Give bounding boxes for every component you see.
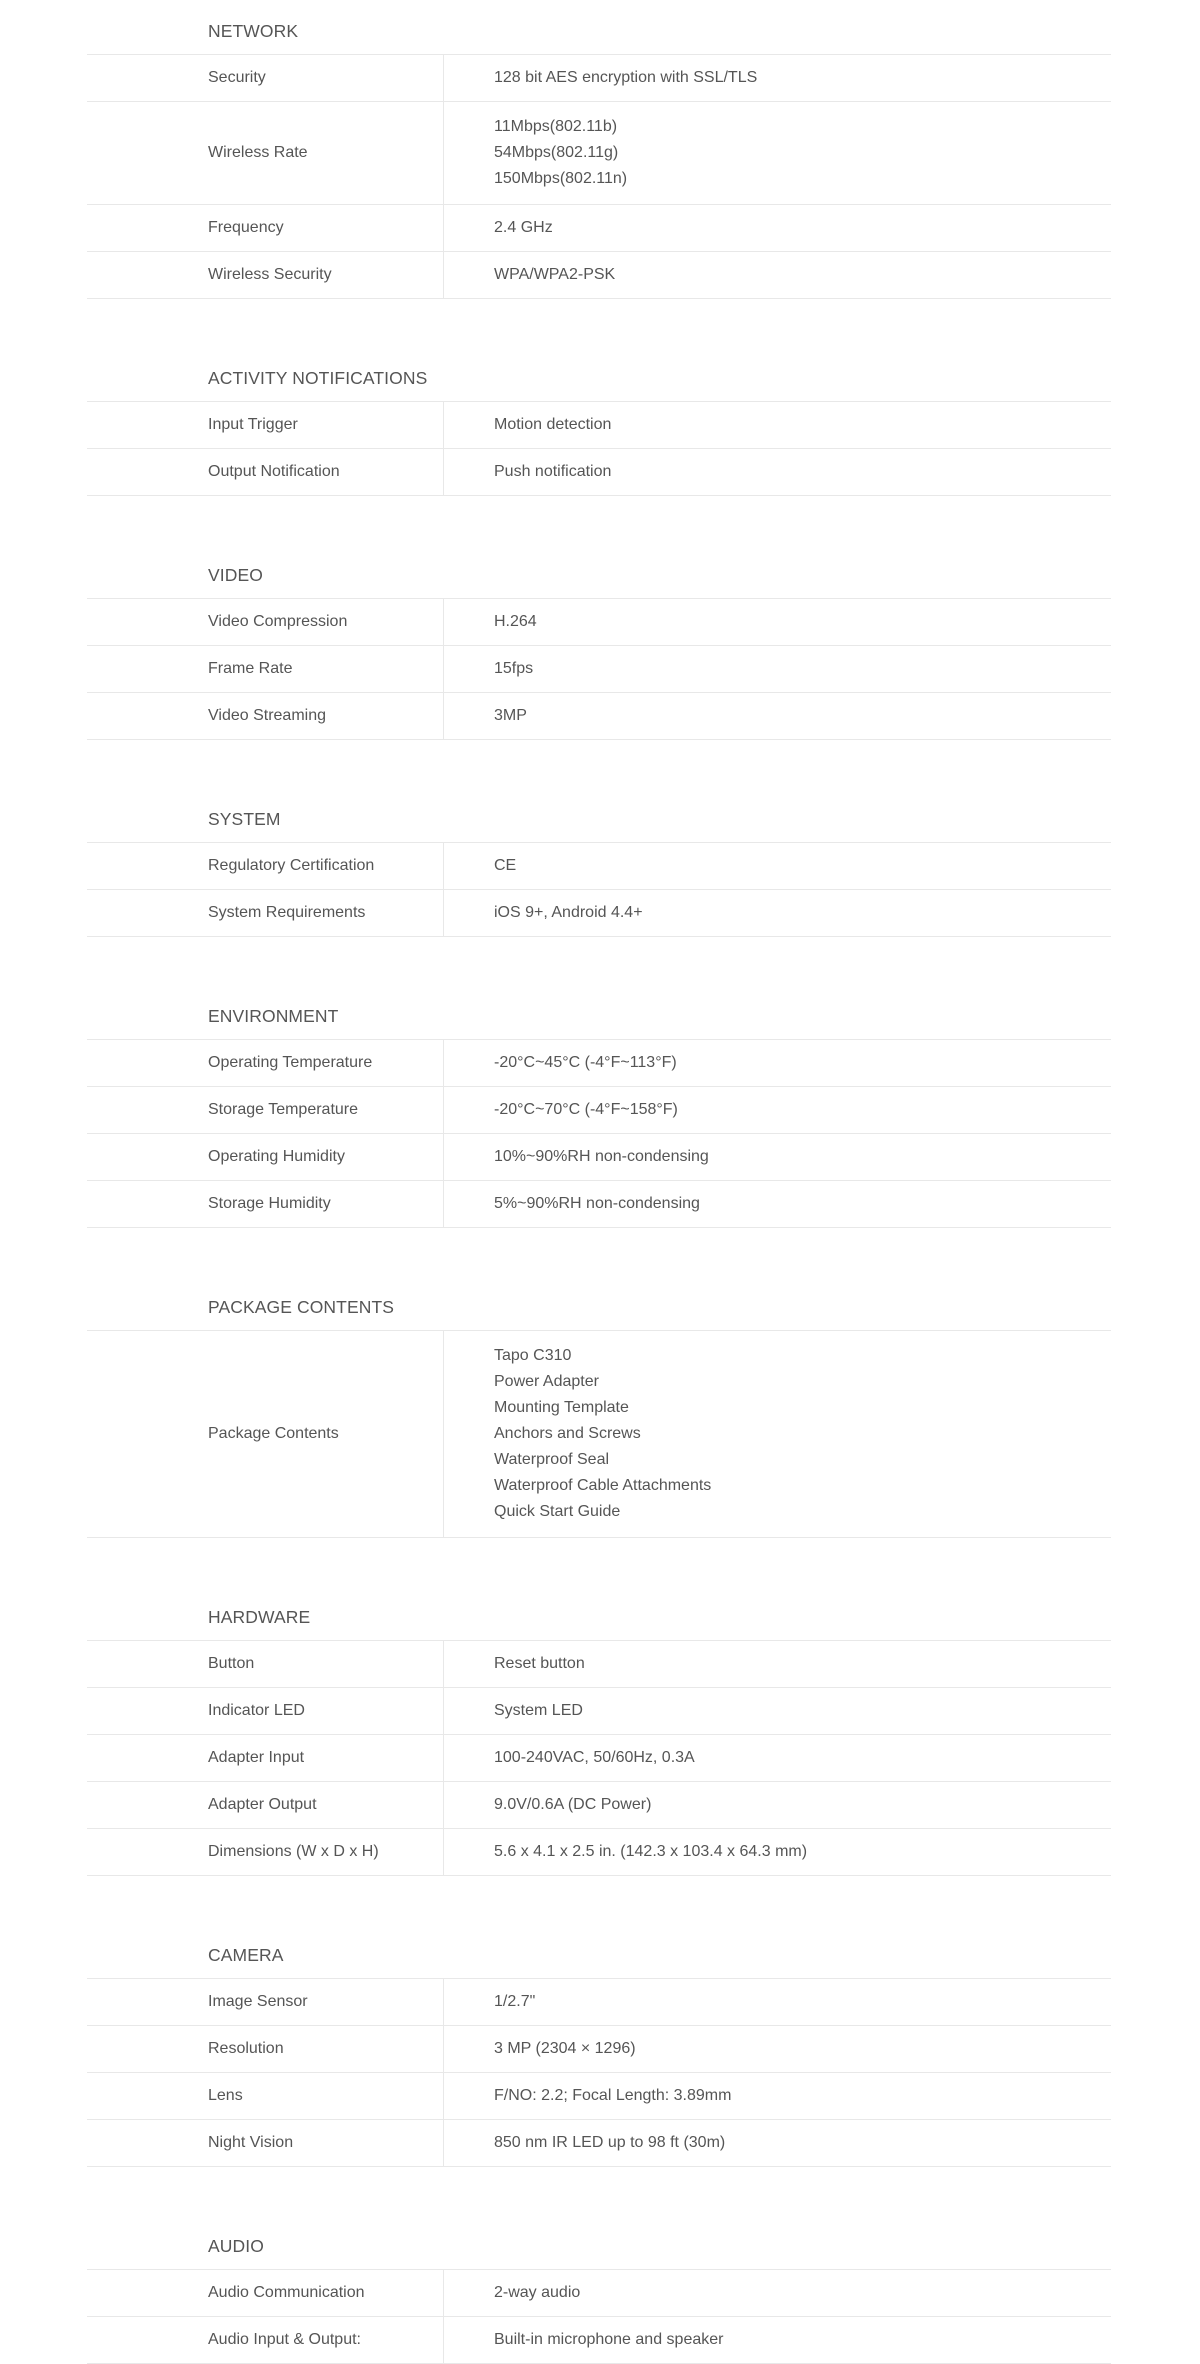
spec-section-system	[87, 788, 1111, 937]
spec-value-line: 3MP	[494, 707, 527, 724]
spec-value-line: F/NO: 2.2; Focal Length: 3.89mm	[494, 2087, 732, 2104]
spec-value-line: 2-way audio	[494, 2284, 581, 2301]
spec-value-line: 54Mbps(802.11g)	[494, 144, 619, 161]
spec-value-line: iOS 9+, Android 4.4+	[494, 904, 643, 921]
spec-value-line: 100-240VAC, 50/60Hz, 0.3A	[494, 1749, 695, 1766]
spec-value-line: -20°C~70°C (-4°F~158°F)	[494, 1101, 678, 1118]
spec-value-line: Waterproof Seal	[494, 1451, 610, 1468]
spec-label: System Requirements	[87, 890, 444, 936]
spec-row	[87, 1688, 1111, 1735]
spec-value-line: Quick Start Guide	[494, 1503, 621, 1520]
spec-section-environment	[87, 985, 1111, 1228]
spec-value-line: Motion detection	[494, 416, 612, 433]
spec-value-line: Push notification	[494, 463, 612, 480]
spec-value	[444, 1134, 1111, 1180]
spec-value-line: Waterproof Cable Attachments	[494, 1477, 712, 1494]
spec-value	[444, 1181, 1111, 1227]
spec-label: Resolution	[87, 2026, 444, 2072]
spec-value-line: H.264	[494, 613, 537, 630]
spec-label: Image Sensor	[87, 1979, 444, 2025]
spec-section-hardware	[87, 1586, 1111, 1876]
section-title: CAMERA	[87, 1924, 1111, 1979]
spec-row	[87, 1181, 1111, 1228]
spec-section-video	[87, 544, 1111, 740]
spec-label: Operating Temperature	[87, 1040, 444, 1086]
spec-value	[444, 2026, 1111, 2072]
spec-row	[87, 890, 1111, 937]
spec-value	[444, 449, 1111, 495]
spec-row	[87, 1087, 1111, 1134]
section-spacer	[0, 1876, 1200, 1924]
spec-row	[87, 252, 1111, 299]
spec-value	[444, 1782, 1111, 1828]
spec-value-line: Anchors and Screws	[494, 1425, 641, 1442]
section-title: VIDEO	[87, 544, 1111, 599]
spec-value-line: 1/2.7"	[494, 1993, 536, 2010]
spec-row	[87, 1829, 1111, 1876]
spec-value-line: Power Adapter	[494, 1373, 599, 1390]
spec-value-line: 850 nm IR LED up to 98 ft (30m)	[494, 2134, 726, 2151]
spec-section-camera	[87, 1924, 1111, 2167]
spec-row	[87, 402, 1111, 449]
spec-value	[444, 646, 1111, 692]
spec-row	[87, 205, 1111, 252]
section-spacer	[0, 299, 1200, 347]
spec-label: Wireless Rate	[87, 102, 444, 204]
spec-value	[444, 1641, 1111, 1687]
spec-value	[444, 205, 1111, 251]
spec-section-network	[87, 0, 1111, 299]
spec-value-line: Reset button	[494, 1655, 585, 1672]
spec-label: Wireless Security	[87, 252, 444, 298]
spec-value	[444, 1735, 1111, 1781]
spec-section-package-contents	[87, 1276, 1111, 1538]
spec-label: Frequency	[87, 205, 444, 251]
spec-section-audio	[87, 2215, 1111, 2364]
spec-row	[87, 2073, 1111, 2120]
section-title: ACTIVITY NOTIFICATIONS	[87, 347, 1111, 402]
spec-label: Dimensions (W x D x H)	[87, 1829, 444, 1875]
spec-value	[444, 1979, 1111, 2025]
spec-value	[444, 1688, 1111, 1734]
spec-value-line: 11Mbps(802.11b)	[494, 118, 618, 135]
spec-label: Audio Input & Output:	[87, 2317, 444, 2363]
spec-row	[87, 843, 1111, 890]
spec-label: Button	[87, 1641, 444, 1687]
spec-value-line: -20°C~45°C (-4°F~113°F)	[494, 1054, 677, 1071]
spec-value-line: 3 MP (2304 × 1296)	[494, 2040, 636, 2057]
spec-value	[444, 2317, 1111, 2363]
spec-row	[87, 102, 1111, 205]
spec-value	[444, 252, 1111, 298]
spec-value-line: 5%~90%RH non-condensing	[494, 1195, 700, 1212]
spec-value	[444, 55, 1111, 101]
spec-section-activity-notifications	[87, 347, 1111, 496]
spec-row	[87, 599, 1111, 646]
spec-value-line: 128 bit AES encryption with SSL/TLS	[494, 69, 758, 86]
spec-label: Video Streaming	[87, 693, 444, 739]
spec-row	[87, 1979, 1111, 2026]
spec-label: Input Trigger	[87, 402, 444, 448]
spec-value-line: 10%~90%RH non-condensing	[494, 1148, 709, 1165]
section-title: SYSTEM	[87, 788, 1111, 843]
section-spacer	[0, 1538, 1200, 1586]
spec-value	[444, 1331, 1111, 1537]
spec-value	[444, 1087, 1111, 1133]
section-spacer	[0, 1228, 1200, 1276]
spec-row	[87, 2317, 1111, 2364]
spec-label: Lens	[87, 2073, 444, 2119]
spec-value	[444, 599, 1111, 645]
section-title: PACKAGE CONTENTS	[87, 1276, 1111, 1331]
spec-value	[444, 890, 1111, 936]
section-title: ENVIRONMENT	[87, 985, 1111, 1040]
spec-row	[87, 693, 1111, 740]
section-title: AUDIO	[87, 2215, 1111, 2270]
spec-label: Night Vision	[87, 2120, 444, 2166]
spec-value	[444, 2120, 1111, 2166]
spec-row	[87, 1040, 1111, 1087]
spec-value	[444, 102, 1111, 204]
spec-value-line: 2.4 GHz	[494, 219, 553, 236]
spec-value	[444, 2073, 1111, 2119]
spec-value	[444, 843, 1111, 889]
spec-row	[87, 1735, 1111, 1782]
spec-label: Indicator LED	[87, 1688, 444, 1734]
spec-label: Audio Communication	[87, 2270, 444, 2316]
spec-value-line: Mounting Template	[494, 1399, 629, 1416]
spec-row	[87, 2120, 1111, 2167]
spec-row	[87, 1641, 1111, 1688]
spec-value-line: 5.6 x 4.1 x 2.5 in. (142.3 x 103.4 x 64.3 mm)	[494, 1843, 808, 1860]
spec-value-line: CE	[494, 857, 517, 874]
section-spacer	[0, 496, 1200, 544]
spec-label: Storage Humidity	[87, 1181, 444, 1227]
spec-label: Operating Humidity	[87, 1134, 444, 1180]
spec-value-line: WPA/WPA2-PSK	[494, 266, 616, 283]
spec-row	[87, 2026, 1111, 2073]
spec-value-line: Built-in microphone and speaker	[494, 2331, 724, 2348]
section-title: NETWORK	[87, 0, 1111, 55]
spec-value-line: 9.0V/0.6A (DC Power)	[494, 1796, 652, 1813]
spec-label: Storage Temperature	[87, 1087, 444, 1133]
section-spacer	[0, 937, 1200, 985]
spec-value-line: System LED	[494, 1702, 583, 1719]
section-spacer	[0, 2167, 1200, 2215]
spec-value	[444, 402, 1111, 448]
spec-label: Adapter Input	[87, 1735, 444, 1781]
spec-row	[87, 1782, 1111, 1829]
spec-row	[87, 2270, 1111, 2317]
spec-value-line: 150Mbps(802.11n)	[494, 170, 628, 187]
spec-row	[87, 646, 1111, 693]
spec-label: Frame Rate	[87, 646, 444, 692]
spec-value	[444, 1829, 1111, 1875]
spec-label: Package Contents	[87, 1331, 444, 1537]
spec-value	[444, 1040, 1111, 1086]
spec-value-line: 15fps	[494, 660, 534, 677]
section-title: HARDWARE	[87, 1586, 1111, 1641]
spec-row	[87, 55, 1111, 102]
spec-value-line: Tapo C310	[494, 1347, 572, 1364]
spec-label: Adapter Output	[87, 1782, 444, 1828]
spec-row	[87, 1134, 1111, 1181]
spec-label: Regulatory Certification	[87, 843, 444, 889]
spec-value	[444, 2270, 1111, 2316]
spec-label: Output Notification	[87, 449, 444, 495]
spec-label: Video Compression	[87, 599, 444, 645]
spec-row	[87, 449, 1111, 496]
spec-value	[444, 693, 1111, 739]
spec-label: Security	[87, 55, 444, 101]
section-spacer	[0, 740, 1200, 788]
spec-row	[87, 1331, 1111, 1538]
